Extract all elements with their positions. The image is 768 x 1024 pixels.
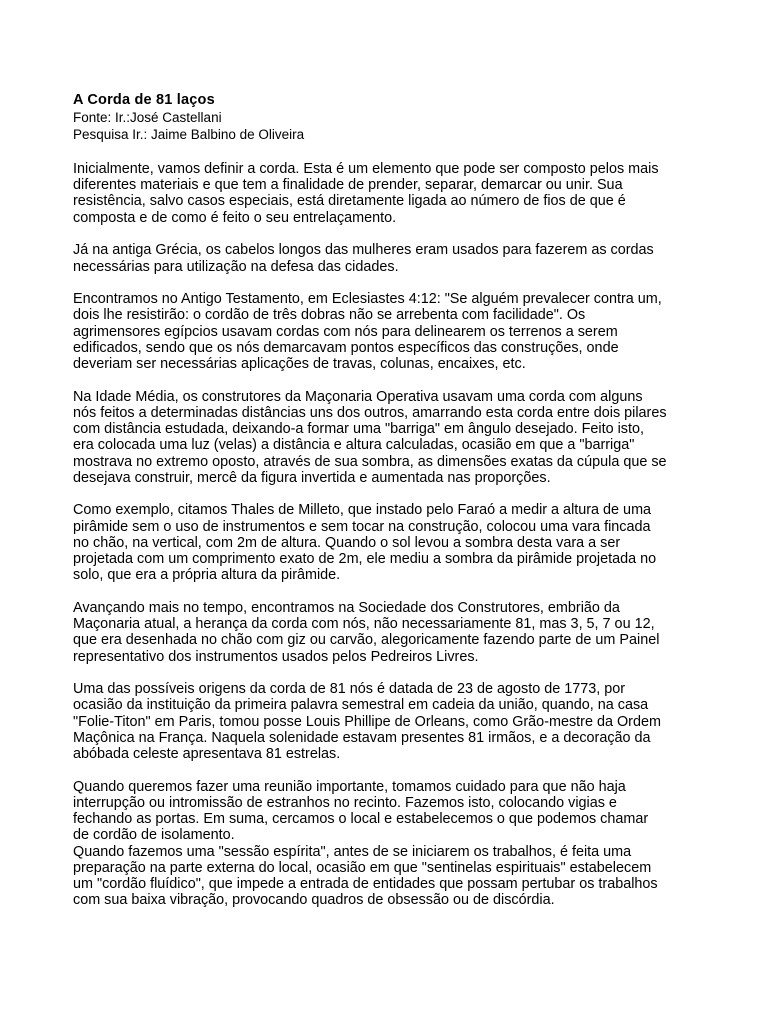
- paragraph: [73, 502, 723, 583]
- text-line: edificados, sendo que os nós demarcavam pontos específicos das construções, onde: [73, 339, 619, 356]
- text-line: Como exemplo, citamos Thales de Milleto, que instado pelo Faraó a medir a altura de uma: [73, 502, 652, 519]
- paragraph: [73, 161, 723, 226]
- text-line: pirâmide sem o uso de instrumentos e sem tocar na construção, colocou uma vara fincada: [73, 518, 651, 535]
- text-line: abóbada celeste apresentava 81 estrelas.: [73, 746, 341, 763]
- text-line: "Folie-Titon" em Paris, tomou posse Louis Phillipe de Orleans, como Grão-mestre da Ordem: [73, 713, 661, 730]
- text-line: solo, que era a própria altura da pirâmide.: [73, 567, 341, 584]
- text-line: um "cordão fluídico", que impede a entrada de entidades que possam pertubar os trabalhos: [73, 876, 658, 893]
- text-line: ocasião da instituição da primeira palavra semestral em cadeia da união, quando, na casa: [73, 697, 649, 714]
- text-line: Inicialmente, vamos definir a corda. Esta é um elemento que pode ser composto pelos mais: [73, 161, 659, 177]
- text-line: Avançando mais no tempo, encontramos na Sociedade dos Construtores, embrião da: [73, 599, 620, 616]
- text-line: preparação na parte externa do local, ocasião em que "sentinelas espirituais" estabelecem: [73, 859, 652, 876]
- paragraph: [73, 242, 723, 274]
- text-line: Encontramos no Antigo Testamento, em Eclesiastes 4:12: "Se alguém prevalecer contra um,: [73, 291, 662, 308]
- text-line: que era desenhada no chão com giz ou carvão, alegoricamente fazendo parte de um Painel: [73, 632, 660, 649]
- text-line: deveriam ser necessárias aplicações de travas, colunas, encaixes, etc.: [73, 356, 526, 373]
- text-line: dois lhe resistirão: o cordão de três dobras não se arrebenta com facilidade". Os: [73, 307, 586, 324]
- text-line: Maçonaria atual, a herança da corda com nós, não necessariamente 81, mas 3, 5, 7 ou 12,: [73, 616, 655, 633]
- text-line: mostrava no extremo oposto, através de sua sombra, as dimensões exatas da cúpula que se: [73, 453, 667, 470]
- text-line: Já na antiga Grécia, os cabelos longos das mulheres eram usados para fazerem as cordas: [73, 242, 654, 259]
- paragraph: [73, 600, 723, 665]
- text-line: de cordão de isolamento.: [73, 827, 235, 844]
- text-line: necessárias para utilização na defesa das cidades.: [73, 258, 399, 275]
- text-line: Quando fazemos uma "sessão espírita", antes de se iniciarem os trabalhos, é feita uma: [73, 843, 632, 860]
- text-line: Quando queremos fazer uma reunião importante, tomamos cuidado para que não haja: [73, 778, 626, 795]
- paragraph: [73, 389, 723, 486]
- document-page: [73, 92, 723, 925]
- text-line: diferentes materiais e que tem a finalidade de prender, separar, demarcar ou unir. Sua: [73, 177, 623, 194]
- paragraph: [73, 844, 723, 909]
- paragraph: [73, 291, 723, 372]
- text-line: fechando as portas. Em suma, cercamos o local e estabelecemos o que podemos chamar: [73, 811, 649, 828]
- document-header: [73, 92, 723, 143]
- paragraph: [73, 779, 723, 844]
- source-line: Fonte: Ir.:José Castellani: [73, 110, 222, 125]
- text-line: no chão, na vertical, com 2m de altura. Quando o sol levou a sombra desta vara a ser: [73, 534, 621, 551]
- text-line: resistência, salvo casos especiais, está diretamente ligada ao número de fios de que é: [73, 193, 626, 210]
- text-line: interrupção ou intromissão de estranhos no recinto. Fazemos isto, colocando vigias e: [73, 795, 617, 811]
- text-line: composta e de como é feito o seu entrelaçamento.: [73, 209, 397, 226]
- text-line: representativo dos instrumentos usados pelos Pedreiros Livres.: [73, 648, 479, 665]
- text-line: desejava construir, mercê da figura invertida e aumentada nas proporções.: [73, 469, 551, 486]
- research-line: Pesquisa Ir.: Jaime Balbino de Oliveira: [73, 127, 305, 142]
- text-line: era colocada uma luz (velas) a distância e altura calculadas, ocasião em que a "barriga": [73, 437, 635, 454]
- text-line: Maçônica na França. Naquela solenidade estavam presentes 81 irmãos, e a decoração da: [73, 729, 651, 746]
- text-line: projetada com um comprimento exato de 2m, ele mediu a sombra da pirâmide projetada no: [73, 551, 657, 568]
- text-line: agrimensores egípcios usavam cordas com nós para delinearem os terrenos a serem: [73, 323, 618, 340]
- text-line: com distância estudada, deixando-a formar uma "barriga" em ângulo desejado. Feito isto,: [73, 421, 644, 438]
- text-line: nós feitos a determinadas distâncias uns dos outros, amarrando esta corda entre dois pilares: [73, 404, 667, 421]
- text-line: Uma das possíveis origens da corda de 81 nós é datada de 23 de agosto de 1773, por: [73, 681, 626, 698]
- paragraph: [73, 681, 723, 762]
- text-line: com sua baixa vibração, provocando quadros de obsessão ou de discórdia.: [73, 892, 555, 909]
- document-title: A Corda de 81 laços: [73, 92, 215, 108]
- text-line: Na Idade Média, os construtores da Maçonaria Operativa usavam uma corda com alguns: [73, 388, 643, 405]
- document-body: [73, 161, 723, 908]
